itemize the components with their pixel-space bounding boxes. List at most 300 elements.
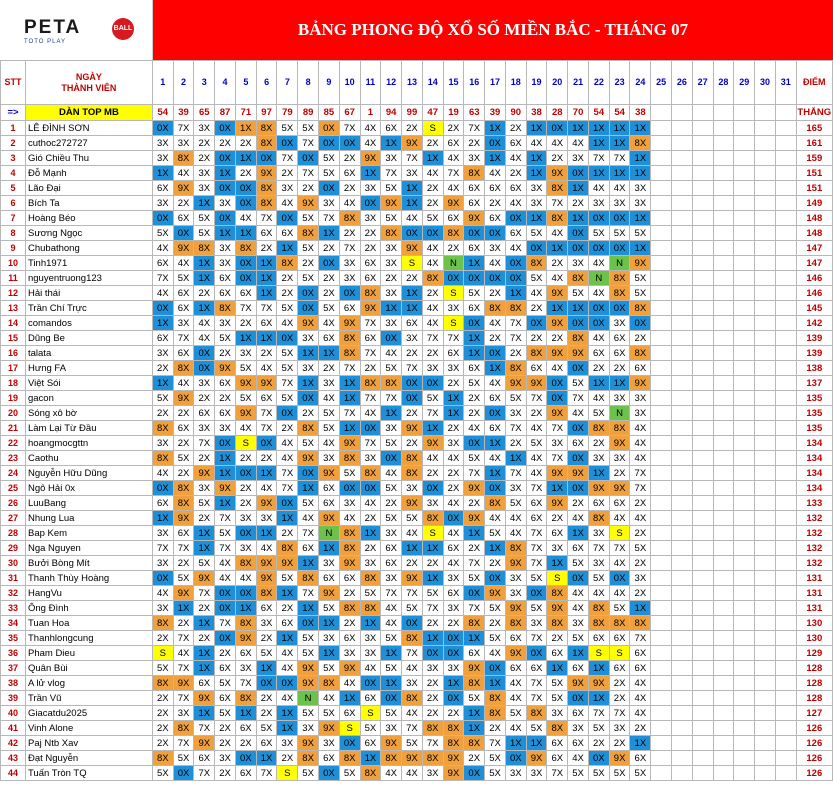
day-cell: 2X — [173, 196, 194, 211]
day-cell: 4X — [215, 556, 236, 571]
top-row-value: 65 — [194, 105, 215, 121]
day-cell-empty — [672, 391, 693, 406]
day-cell-empty — [713, 601, 734, 616]
day-cell: 8X — [256, 586, 277, 601]
row-number: 22 — [1, 436, 26, 451]
day-cell: 5X — [485, 751, 506, 766]
member-name: Giacatdu2025 — [25, 706, 152, 721]
day-cell: 0X — [215, 211, 236, 226]
day-cell-empty — [713, 661, 734, 676]
day-cell: 6X — [402, 316, 423, 331]
day-cell: S — [422, 121, 443, 136]
day-cell: 5X — [277, 346, 298, 361]
day-cell: 2X — [464, 406, 485, 421]
day-cell: 0X — [152, 571, 173, 586]
row-number: 1 — [1, 121, 26, 136]
day-cell: 1X — [319, 541, 340, 556]
day-cell: 5X — [277, 391, 298, 406]
day-cell: 5X — [402, 511, 423, 526]
day-cell-empty — [651, 391, 672, 406]
day-cell: 7X — [215, 511, 236, 526]
day-cell: 7X — [526, 676, 547, 691]
day-cell-empty — [755, 256, 776, 271]
day-cell: 7X — [402, 586, 423, 601]
table-row — [1, 541, 833, 556]
member-name: Sóng xô bờ — [25, 406, 152, 421]
day-cell: 3X — [381, 286, 402, 301]
day-cell-empty — [651, 766, 672, 781]
day-cell: 9X — [194, 466, 215, 481]
day-cell: 4X — [277, 316, 298, 331]
day-cell: 9X — [339, 316, 360, 331]
day-cell: 5X — [568, 556, 589, 571]
day-cell-empty — [692, 301, 713, 316]
day-cell: 8X — [173, 721, 194, 736]
day-cell-empty — [651, 316, 672, 331]
day-cell: 2X — [215, 736, 236, 751]
day-cell: 2X — [235, 481, 256, 496]
day-header: 16 — [464, 61, 485, 105]
day-cell-empty — [672, 676, 693, 691]
day-cell: 0X — [277, 406, 298, 421]
day-cell: 0X — [588, 316, 609, 331]
day-cell: 7X — [194, 721, 215, 736]
table-row — [1, 556, 833, 571]
day-cell-empty — [651, 406, 672, 421]
day-header: 18 — [505, 61, 526, 105]
day-cell-empty — [672, 121, 693, 136]
day-cell: 7X — [547, 421, 568, 436]
row-number: 37 — [1, 661, 26, 676]
day-cell: 0X — [277, 211, 298, 226]
day-cell-empty — [672, 241, 693, 256]
day-cell: 2X — [152, 691, 173, 706]
day-cell: 5X — [215, 526, 236, 541]
row-number: 42 — [1, 736, 26, 751]
day-cell: 3X — [609, 721, 630, 736]
day-cell-empty — [651, 481, 672, 496]
table-row — [1, 391, 833, 406]
member-points: 132 — [796, 511, 832, 526]
row-number: 26 — [1, 496, 26, 511]
day-cell: 9X — [235, 406, 256, 421]
day-cell: 6X — [464, 196, 485, 211]
member-points: 148 — [796, 211, 832, 226]
day-cell: 0X — [360, 676, 381, 691]
day-cell: 3X — [298, 721, 319, 736]
day-cell: 5X — [568, 631, 589, 646]
day-cell: 0X — [298, 151, 319, 166]
day-cell: S — [235, 436, 256, 451]
day-cell-empty — [651, 241, 672, 256]
day-cell: 2X — [505, 346, 526, 361]
day-cell: 8X — [526, 256, 547, 271]
day-cell: 0X — [568, 166, 589, 181]
day-cell: 7X — [609, 151, 630, 166]
day-cell-empty — [755, 676, 776, 691]
day-cell: 2X — [609, 691, 630, 706]
day-cell: 8X — [422, 721, 443, 736]
day-header: 4 — [215, 61, 236, 105]
day-cell: 5X — [630, 286, 651, 301]
day-cell: 3X — [339, 496, 360, 511]
day-cell-empty — [755, 421, 776, 436]
day-cell: 2X — [443, 421, 464, 436]
day-cell: 4X — [319, 691, 340, 706]
day-cell: 1X — [277, 241, 298, 256]
day-cell: 4X — [215, 571, 236, 586]
day-cell: 4X — [464, 421, 485, 436]
day-cell: 2X — [402, 556, 423, 571]
day-cell: 6X — [526, 496, 547, 511]
day-cell-empty — [755, 121, 776, 136]
day-cell: 4X — [381, 346, 402, 361]
day-cell-empty — [775, 691, 796, 706]
day-cell: 2X — [256, 241, 277, 256]
day-cell: 0X — [319, 136, 340, 151]
member-points: 165 — [796, 121, 832, 136]
day-cell-empty — [713, 436, 734, 451]
day-cell: 1X — [360, 166, 381, 181]
day-cell: 6X — [194, 406, 215, 421]
day-cell: 0X — [402, 616, 423, 631]
day-cell: 1X — [235, 601, 256, 616]
day-cell: 0X — [256, 676, 277, 691]
day-cell: 4X — [422, 301, 443, 316]
member-points: 131 — [796, 601, 832, 616]
day-cell: 7X — [256, 406, 277, 421]
top-row — [1, 105, 833, 121]
day-cell-empty — [672, 616, 693, 631]
day-cell-empty — [713, 691, 734, 706]
day-cell: 4X — [547, 361, 568, 376]
day-cell-empty — [713, 301, 734, 316]
day-cell: 3X — [381, 241, 402, 256]
day-cell: 8X — [152, 451, 173, 466]
day-cell: 3X — [464, 151, 485, 166]
day-cell-empty — [755, 616, 776, 631]
day-cell: 6X — [173, 301, 194, 316]
day-cell: 6X — [381, 556, 402, 571]
day-cell: 6X — [256, 226, 277, 241]
member-points: 145 — [796, 301, 832, 316]
day-cell-empty — [734, 271, 755, 286]
day-cell-empty — [692, 541, 713, 556]
top-row-value — [755, 105, 776, 121]
day-cell: 2X — [339, 616, 360, 631]
day-cell: 2X — [464, 541, 485, 556]
day-cell: 3X — [381, 526, 402, 541]
day-cell: 0X — [215, 601, 236, 616]
day-cell-empty — [734, 316, 755, 331]
day-cell: 2X — [194, 631, 215, 646]
day-cell: 6X — [485, 181, 506, 196]
day-cell: 1X — [256, 751, 277, 766]
day-cell: 2X — [588, 436, 609, 451]
day-cell: 0X — [422, 226, 443, 241]
day-cell: 6X — [443, 586, 464, 601]
day-cell-empty — [672, 526, 693, 541]
member-points: 134 — [796, 436, 832, 451]
day-cell: 8X — [485, 706, 506, 721]
row-number: 40 — [1, 706, 26, 721]
day-cell: 1X — [526, 151, 547, 166]
day-cell: 6X — [339, 631, 360, 646]
day-cell-empty — [672, 646, 693, 661]
day-header: 17 — [485, 61, 506, 105]
member-name: Hải thái — [25, 286, 152, 301]
day-header: 8 — [298, 61, 319, 105]
day-cell: 6X — [464, 181, 485, 196]
day-cell: 6X — [443, 346, 464, 361]
member-name: Đỗ Mạnh — [25, 166, 152, 181]
day-cell: 9X — [215, 481, 236, 496]
day-cell: 4X — [568, 601, 589, 616]
day-cell: 2X — [215, 766, 236, 781]
day-cell-empty — [651, 376, 672, 391]
day-cell-empty — [755, 196, 776, 211]
member-points: 161 — [796, 136, 832, 151]
day-cell: 3X — [505, 406, 526, 421]
day-cell: 2X — [464, 751, 485, 766]
day-cell: 0X — [339, 136, 360, 151]
day-cell: 3X — [173, 136, 194, 151]
row-number: 6 — [1, 196, 26, 211]
day-cell: 5X — [588, 766, 609, 781]
day-cell: 2X — [173, 556, 194, 571]
day-cell: 5X — [319, 706, 340, 721]
day-cell: 1X — [464, 526, 485, 541]
day-cell: 7X — [256, 301, 277, 316]
day-cell: 0X — [422, 481, 443, 496]
day-cell: 2X — [173, 406, 194, 421]
day-cell: 8X — [443, 721, 464, 736]
day-cell: 6X — [256, 316, 277, 331]
day-cell: 6X — [152, 331, 173, 346]
member-name: HangVu — [25, 586, 152, 601]
day-cell: 3X — [235, 661, 256, 676]
day-cell: 4X — [422, 256, 443, 271]
day-cell-empty — [775, 616, 796, 631]
row-number: 21 — [1, 421, 26, 436]
top-row-value: 38 — [526, 105, 547, 121]
day-cell: 8X — [464, 166, 485, 181]
day-cell: 4X — [381, 766, 402, 781]
day-cell: 7X — [464, 601, 485, 616]
day-cell-empty — [692, 436, 713, 451]
row-number: 13 — [1, 301, 26, 316]
day-cell: 1X — [588, 691, 609, 706]
day-cell: 4X — [630, 421, 651, 436]
day-header: 6 — [256, 61, 277, 105]
day-cell: 6X — [152, 181, 173, 196]
day-cell: 5X — [485, 631, 506, 646]
row-number: 24 — [1, 466, 26, 481]
day-cell: 9X — [402, 571, 423, 586]
day-cell: 3X — [422, 661, 443, 676]
day-cell: 6X — [547, 736, 568, 751]
day-cell: 0X — [173, 766, 194, 781]
day-cell: 5X — [298, 646, 319, 661]
day-cell-empty — [651, 256, 672, 271]
day-cell: 9X — [609, 436, 630, 451]
day-cell: 5X — [215, 331, 236, 346]
day-cell: 7X — [526, 556, 547, 571]
day-cell: 0X — [215, 151, 236, 166]
day-header: 20 — [547, 61, 568, 105]
table-row — [1, 601, 833, 616]
day-cell: 4X — [630, 706, 651, 721]
day-cell: 8X — [152, 751, 173, 766]
day-cell: 2X — [152, 406, 173, 421]
member-points: 135 — [796, 391, 832, 406]
day-cell: 8X — [339, 526, 360, 541]
day-cell-empty — [734, 571, 755, 586]
day-cell: 8X — [277, 541, 298, 556]
table-row — [1, 286, 833, 301]
day-cell: 2X — [526, 406, 547, 421]
day-cell: 5X — [464, 376, 485, 391]
member-points: 131 — [796, 586, 832, 601]
member-name: nguyentruong123 — [25, 271, 152, 286]
day-cell: 9X — [547, 286, 568, 301]
day-cell: 6X — [298, 541, 319, 556]
day-cell: 3X — [152, 436, 173, 451]
table-row — [1, 406, 833, 421]
day-cell: 0X — [235, 256, 256, 271]
day-cell: 3X — [360, 181, 381, 196]
day-cell: 0X — [152, 121, 173, 136]
day-cell: 6X — [319, 751, 340, 766]
day-cell: 4X — [360, 661, 381, 676]
day-cell-empty — [713, 466, 734, 481]
day-cell: 2X — [443, 376, 464, 391]
day-cell: 5X — [173, 451, 194, 466]
day-cell: N — [609, 256, 630, 271]
day-header: 12 — [381, 61, 402, 105]
day-cell: 5X — [173, 271, 194, 286]
day-cell: 2X — [630, 721, 651, 736]
day-cell: 0X — [277, 676, 298, 691]
row-number: 25 — [1, 481, 26, 496]
day-cell: 7X — [588, 541, 609, 556]
day-cell: 0X — [277, 496, 298, 511]
day-cell: 6X — [630, 646, 651, 661]
day-cell: 3X — [402, 166, 423, 181]
day-cell: 6X — [339, 706, 360, 721]
day-cell: 9X — [256, 166, 277, 181]
day-cell-empty — [651, 541, 672, 556]
day-cell: 4X — [588, 331, 609, 346]
day-cell: 1X — [568, 646, 589, 661]
day-cell: 3X — [630, 571, 651, 586]
day-cell-empty — [734, 691, 755, 706]
day-cell: N — [588, 271, 609, 286]
day-cell: 9X — [173, 676, 194, 691]
day-cell-empty — [672, 421, 693, 436]
day-cell: 5X — [402, 736, 423, 751]
day-cell: 1X — [485, 466, 506, 481]
table-row — [1, 166, 833, 181]
day-cell: 1X — [443, 406, 464, 421]
day-cell: 9X — [568, 466, 589, 481]
day-cell: 5X — [588, 721, 609, 736]
day-cell: 2X — [464, 136, 485, 151]
day-cell: 5X — [298, 631, 319, 646]
day-cell-empty — [672, 451, 693, 466]
day-cell: 1X — [339, 376, 360, 391]
day-cell: 0X — [568, 451, 589, 466]
day-cell: 5X — [485, 526, 506, 541]
day-cell: 7X — [526, 541, 547, 556]
day-cell: 5X — [235, 391, 256, 406]
day-cell-empty — [651, 736, 672, 751]
day-cell: 8X — [339, 346, 360, 361]
day-cell-empty — [755, 391, 776, 406]
day-header: 23 — [609, 61, 630, 105]
day-cell: 8X — [152, 421, 173, 436]
day-cell-empty — [775, 316, 796, 331]
day-cell-empty — [672, 496, 693, 511]
member-name: Làm Lại Từ Đầu — [25, 421, 152, 436]
day-header: 5 — [235, 61, 256, 105]
day-cell: 2X — [256, 451, 277, 466]
day-cell: 6X — [526, 661, 547, 676]
day-cell: 0X — [485, 226, 506, 241]
member-name: Nguyễn Hữu Dũng — [25, 466, 152, 481]
day-cell: 8X — [588, 616, 609, 631]
day-cell: 5X — [298, 121, 319, 136]
day-cell-empty — [755, 751, 776, 766]
day-cell: 8X — [256, 181, 277, 196]
row-number: 35 — [1, 631, 26, 646]
member-name: Vinh Alone — [25, 721, 152, 736]
day-cell: 2X — [547, 511, 568, 526]
day-cell: 8X — [443, 226, 464, 241]
day-cell: 8X — [464, 676, 485, 691]
day-cell-empty — [755, 211, 776, 226]
day-cell: 9X — [464, 511, 485, 526]
day-cell: 3X — [381, 151, 402, 166]
brand-name: PETA — [24, 17, 82, 38]
day-cell: 1X — [443, 676, 464, 691]
day-cell: 0X — [485, 346, 506, 361]
day-cell: 7X — [464, 556, 485, 571]
day-cell: 1X — [547, 661, 568, 676]
day-cell: 6X — [339, 166, 360, 181]
day-cell: 9X — [547, 346, 568, 361]
day-cell-empty — [755, 691, 776, 706]
day-cell-empty — [775, 301, 796, 316]
day-cell-empty — [672, 511, 693, 526]
day-cell: 2X — [630, 586, 651, 601]
day-cell-empty — [734, 721, 755, 736]
day-cell: 3X — [215, 196, 236, 211]
day-cell: N — [319, 526, 340, 541]
standings-table — [0, 60, 833, 781]
day-cell-empty — [734, 226, 755, 241]
table-row — [1, 511, 833, 526]
day-cell: 8X — [339, 211, 360, 226]
day-cell: 1X — [339, 391, 360, 406]
day-cell: 2X — [173, 616, 194, 631]
day-cell-empty — [775, 706, 796, 721]
day-cell-empty — [734, 361, 755, 376]
day-cell-empty — [713, 226, 734, 241]
day-cell: 2X — [630, 331, 651, 346]
day-cell: 8X — [630, 616, 651, 631]
day-cell: 3X — [152, 196, 173, 211]
